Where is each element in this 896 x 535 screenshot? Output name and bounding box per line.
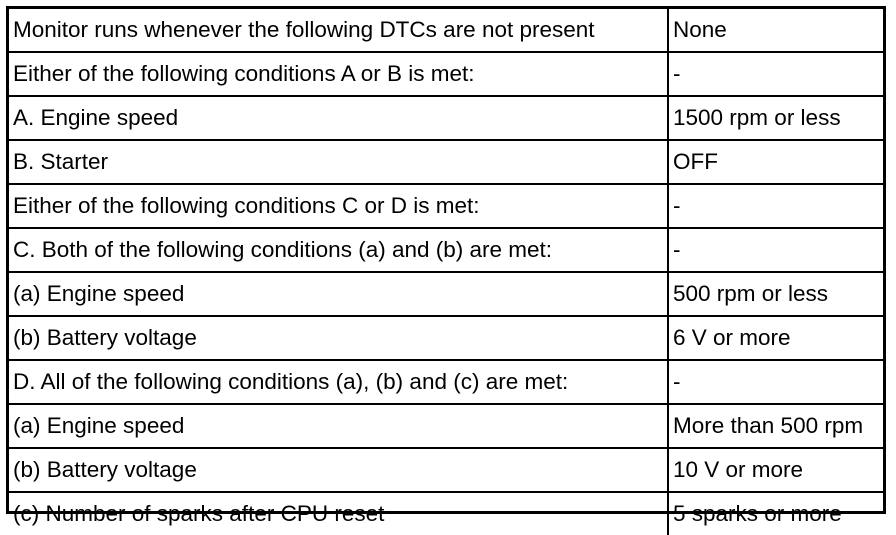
table-row: [9, 360, 883, 404]
condition-cell: A. Engine speed: [9, 96, 668, 140]
monitor-conditions-table: [9, 9, 883, 535]
value-cell: 500 rpm or less: [668, 272, 883, 316]
condition-cell: (c) Number of sparks after CPU reset: [9, 492, 668, 535]
table-row: [9, 272, 883, 316]
condition-cell: (a) Engine speed: [9, 404, 668, 448]
value-cell: 10 V or more: [668, 448, 883, 492]
condition-cell: D. All of the following conditions (a), (b) and (c) are met:: [9, 360, 668, 404]
condition-cell: C. Both of the following conditions (a) and (b) are met:: [9, 228, 668, 272]
value-cell: OFF: [668, 140, 883, 184]
condition-cell: Either of the following conditions A or B is met:: [9, 52, 668, 96]
table-row: [9, 9, 883, 52]
table-row: [9, 448, 883, 492]
table-row: [9, 52, 883, 96]
table-row: [9, 316, 883, 360]
value-cell: -: [668, 184, 883, 228]
value-cell: None: [668, 9, 883, 52]
table-row: [9, 96, 883, 140]
value-cell: 6 V or more: [668, 316, 883, 360]
condition-cell: (b) Battery voltage: [9, 448, 668, 492]
table-row: [9, 228, 883, 272]
condition-cell: Either of the following conditions C or D is met:: [9, 184, 668, 228]
value-cell: -: [668, 360, 883, 404]
value-cell: 1500 rpm or less: [668, 96, 883, 140]
condition-cell: (a) Engine speed: [9, 272, 668, 316]
condition-cell: B. Starter: [9, 140, 668, 184]
value-cell: -: [668, 228, 883, 272]
conditions-table-frame: [6, 6, 886, 526]
table-row: [9, 404, 883, 448]
table-row: [9, 184, 883, 228]
value-cell: More than 500 rpm: [668, 404, 883, 448]
condition-cell: Monitor runs whenever the following DTCs are not present: [9, 9, 668, 52]
table-row: [9, 140, 883, 184]
value-cell: 5 sparks or more: [668, 492, 883, 535]
table-row: [9, 492, 883, 535]
value-cell: -: [668, 52, 883, 96]
condition-cell: (b) Battery voltage: [9, 316, 668, 360]
